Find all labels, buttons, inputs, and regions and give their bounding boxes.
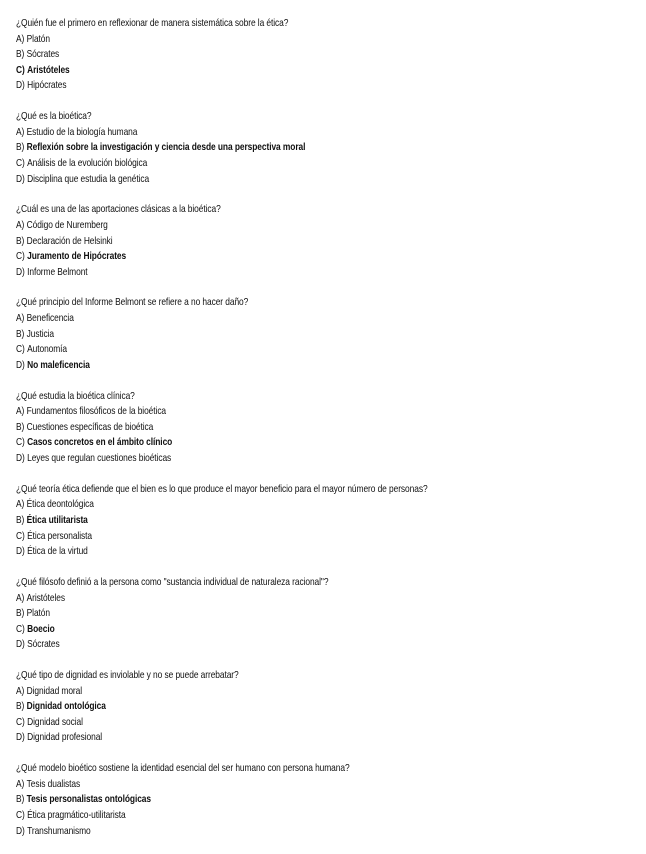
option-text: Informe Belmont bbox=[27, 265, 88, 278]
option-letter: D) bbox=[16, 265, 25, 278]
option-text: Declaración de Helsinki bbox=[26, 234, 113, 247]
option-letter: A) bbox=[16, 312, 25, 325]
option-a bbox=[16, 591, 512, 607]
option-letter: B) bbox=[16, 141, 25, 154]
option-letter: A) bbox=[16, 405, 25, 418]
option-text: Ética pragmático-utilitarista bbox=[27, 809, 126, 822]
option-text: Sócrates bbox=[26, 48, 60, 61]
option-letter: D) bbox=[16, 358, 25, 371]
option-text: Disciplina que estudia la genética bbox=[27, 172, 150, 185]
option-letter: B) bbox=[16, 327, 25, 340]
option-text: Dignidad ontológica bbox=[26, 700, 106, 713]
option-c-correct bbox=[16, 622, 512, 638]
option-text: Ética deontológica bbox=[26, 498, 94, 511]
option-d bbox=[16, 172, 512, 188]
option-b-correct bbox=[16, 140, 512, 156]
option-text: Dignidad moral bbox=[26, 684, 83, 697]
option-a bbox=[16, 777, 512, 793]
question-block bbox=[16, 109, 636, 187]
option-letter: A) bbox=[16, 498, 25, 511]
option-text: Análisis de la evolución biológica bbox=[27, 156, 148, 169]
option-text: Reflexión sobre la investigación y ciencia desde una perspectiva moral bbox=[26, 141, 306, 154]
option-letter: B) bbox=[16, 420, 25, 433]
option-b-correct bbox=[16, 699, 512, 715]
option-text: Hipócrates bbox=[27, 79, 67, 92]
option-letter: D) bbox=[16, 824, 25, 837]
question-text: ¿Cuál es una de las aportaciones clásicas a la bioética? bbox=[16, 203, 221, 216]
option-b bbox=[16, 327, 512, 343]
question-block bbox=[16, 295, 636, 373]
option-letter: C) bbox=[16, 156, 25, 169]
option-b-correct bbox=[16, 513, 512, 529]
option-a bbox=[16, 684, 512, 700]
option-letter: B) bbox=[16, 607, 25, 620]
option-text: Juramento de Hipócrates bbox=[27, 250, 127, 263]
option-d bbox=[16, 730, 512, 746]
option-c bbox=[16, 529, 512, 545]
question-text: ¿Qué principio del Informe Belmont se refiere a no hacer daño? bbox=[16, 296, 249, 309]
question-text: ¿Qué estudia la bioética clínica? bbox=[16, 389, 135, 402]
option-d bbox=[16, 824, 512, 840]
option-c bbox=[16, 808, 512, 824]
option-text: Justicia bbox=[26, 327, 55, 340]
option-d bbox=[16, 544, 512, 560]
question-text: ¿Quién fue el primero en reflexionar de manera sistemática sobre la ética? bbox=[16, 17, 289, 29]
option-text: Tesis dualistas bbox=[26, 777, 81, 790]
option-d bbox=[16, 637, 512, 653]
option-c-correct bbox=[16, 249, 512, 265]
question-text: ¿Qué es la bioética? bbox=[16, 110, 92, 123]
option-text: Dignidad profesional bbox=[27, 731, 103, 744]
option-letter: C) bbox=[16, 436, 25, 449]
option-text: Estudio de la biología humana bbox=[26, 125, 138, 138]
option-letter: A) bbox=[16, 125, 25, 138]
option-letter: D) bbox=[16, 452, 25, 464]
option-letter: B) bbox=[16, 48, 25, 61]
option-d bbox=[16, 78, 512, 94]
option-text: Ética personalista bbox=[27, 529, 92, 542]
option-a bbox=[16, 404, 512, 420]
option-letter: A) bbox=[16, 591, 25, 604]
option-letter: D) bbox=[16, 172, 25, 185]
question-text: ¿Qué filósofo definió a la persona como "sustancia individual de naturaleza racional"? bbox=[16, 575, 329, 588]
option-letter: A) bbox=[16, 32, 25, 45]
option-text: Aristóteles bbox=[26, 591, 65, 604]
option-text: Platón bbox=[26, 607, 50, 620]
question-block bbox=[16, 202, 636, 280]
option-d-correct bbox=[16, 358, 512, 374]
question-text: ¿Qué modelo bioético sostiene la identidad esencial del ser humano con persona humana? bbox=[16, 762, 350, 775]
question-block bbox=[16, 668, 636, 746]
option-text: Leyes que regulan cuestiones bioéticas bbox=[27, 452, 172, 464]
option-a bbox=[16, 125, 512, 141]
option-d bbox=[16, 265, 512, 281]
option-c bbox=[16, 342, 512, 358]
question-block bbox=[16, 761, 636, 839]
option-text: Ética de la virtud bbox=[27, 545, 88, 558]
quiz-document bbox=[16, 16, 636, 854]
option-letter: D) bbox=[16, 731, 25, 744]
option-letter: C) bbox=[16, 715, 25, 728]
option-d bbox=[16, 451, 512, 467]
option-letter: C) bbox=[16, 529, 25, 542]
option-text: Tesis personalistas ontológicas bbox=[26, 793, 151, 806]
option-text: Dignidad social bbox=[27, 715, 83, 728]
question-block bbox=[16, 16, 636, 94]
option-letter: D) bbox=[16, 638, 25, 651]
option-text: Sócrates bbox=[27, 638, 60, 651]
option-b bbox=[16, 234, 512, 250]
option-letter: C) bbox=[16, 622, 25, 635]
option-text: Beneficencia bbox=[26, 312, 74, 325]
option-letter: D) bbox=[16, 79, 25, 92]
question-text: ¿Qué teoría ética defiende que el bien es lo que produce el mayor beneficio para el mayor número de personas? bbox=[16, 482, 428, 495]
option-letter: B) bbox=[16, 513, 25, 526]
option-text: Cuestiones específicas de bioética bbox=[26, 420, 154, 433]
question-text: ¿Qué tipo de dignidad es inviolable y no se puede arrebatar? bbox=[16, 669, 239, 682]
option-c-correct bbox=[16, 63, 512, 79]
option-b bbox=[16, 47, 512, 63]
option-letter: C) bbox=[16, 809, 25, 822]
option-text: Ética utilitarista bbox=[26, 513, 88, 526]
option-text: Platón bbox=[26, 32, 50, 45]
option-text: Aristóteles bbox=[27, 63, 70, 76]
option-letter: C) bbox=[16, 63, 25, 76]
option-c bbox=[16, 156, 512, 172]
question-block bbox=[16, 389, 636, 467]
question-block bbox=[16, 482, 636, 560]
option-text: Boecio bbox=[27, 622, 55, 635]
option-letter: B) bbox=[16, 234, 25, 247]
option-letter: A) bbox=[16, 218, 25, 231]
option-b bbox=[16, 606, 512, 622]
option-text: Código de Nuremberg bbox=[26, 218, 108, 231]
option-b bbox=[16, 420, 512, 436]
option-text: No maleficencia bbox=[27, 358, 90, 371]
option-c-correct bbox=[16, 435, 512, 451]
option-text: Fundamentos filosóficos de la bioética bbox=[26, 405, 167, 418]
option-text: Casos concretos en el ámbito clínico bbox=[27, 436, 173, 449]
option-b-correct bbox=[16, 792, 512, 808]
question-block bbox=[16, 575, 636, 653]
option-letter: B) bbox=[16, 700, 25, 713]
option-letter: C) bbox=[16, 250, 25, 263]
option-text: Transhumanismo bbox=[27, 824, 91, 837]
option-letter: A) bbox=[16, 777, 25, 790]
option-a bbox=[16, 311, 512, 327]
option-letter: B) bbox=[16, 793, 25, 806]
option-letter: D) bbox=[16, 545, 25, 558]
option-letter: A) bbox=[16, 684, 25, 697]
option-a bbox=[16, 497, 512, 513]
option-a bbox=[16, 32, 512, 48]
option-c bbox=[16, 715, 512, 731]
option-a bbox=[16, 218, 512, 234]
option-letter: C) bbox=[16, 343, 25, 356]
option-text: Autonomía bbox=[27, 343, 68, 356]
